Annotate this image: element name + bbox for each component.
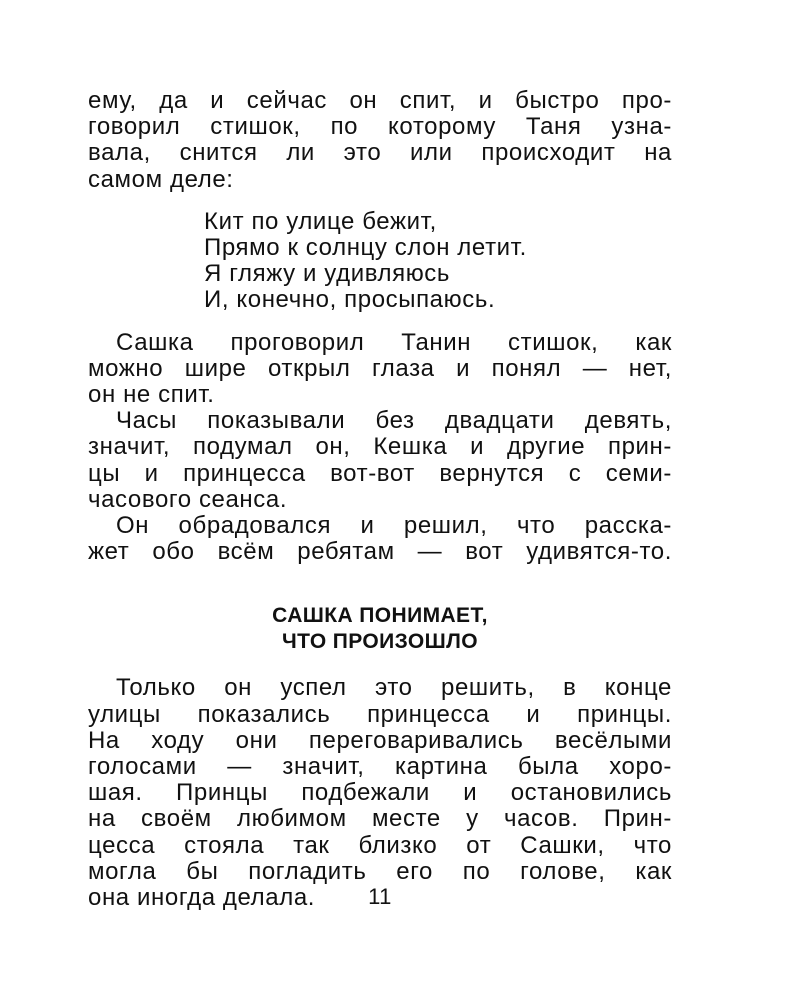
chapter-heading <box>88 603 672 655</box>
text-line: цесса стояла так близко от Сашки, что <box>88 831 672 859</box>
paragraph-4 <box>88 513 672 565</box>
text-line: могла бы погладить его по голове, как <box>88 857 672 885</box>
poem-line: И, конечно, просыпаюсь. <box>204 286 496 314</box>
paragraph-2 <box>88 330 672 409</box>
page-number: 11 <box>368 884 392 909</box>
chapter-heading-line: ЧТО ПРОИЗОШЛО <box>281 630 479 654</box>
text-line: цы и принцесса вот-вот вернутся с семи- <box>88 459 672 487</box>
text-line: улицы показались принцесса и принцы. <box>88 700 672 728</box>
paragraph-3 <box>88 408 672 513</box>
text-line: жет обо всём ребятам — вот удивятся-то. <box>88 538 672 566</box>
text-line: Часы показывали без двадцати девять, <box>116 407 672 435</box>
poem <box>88 209 672 314</box>
text-line: ему, да и сейчас он спит, и быстро про- <box>88 87 672 114</box>
text-line: говорил стишок, по которому Таня узна- <box>88 113 672 141</box>
poem-line: Кит по улице бежит, <box>204 207 437 235</box>
poem-line: Прямо к солнцу слон летит. <box>204 234 527 262</box>
text-line: голосами — значит, картина была хоро- <box>88 753 672 781</box>
poem-line: Я гляжу и удивляюсь <box>204 260 451 288</box>
text-line: она иногда делала. <box>88 884 316 912</box>
text-line: значит, подумал он, Кешка и другие прин- <box>88 433 672 461</box>
text-line: вала, снится ли это или происходит на <box>88 139 672 167</box>
text-line: на своём любимом месте у часов. Прин- <box>88 805 672 833</box>
text-line: самом деле: <box>88 165 234 193</box>
text-line: шая. Принцы подбежали и остановились <box>88 779 672 807</box>
text-line: Он обрадовался и решил, что расска- <box>116 512 672 540</box>
paragraph-1 <box>88 88 672 193</box>
text-line: часового сеанса. <box>88 485 288 513</box>
text-line: он не спит. <box>88 381 215 409</box>
text-line: можно шире открыл глаза и понял — нет, <box>88 354 672 382</box>
chapter-heading-line: САШКА ПОНИМАЕТ, <box>272 604 488 628</box>
text-line: Сашка проговорил Танин стишок, как <box>116 328 672 356</box>
text-line: Только он успел это решить, в конце <box>116 674 672 702</box>
book-page <box>88 88 672 911</box>
text-line: На ходу они переговаривались весёлыми <box>88 726 672 754</box>
paragraph-5 <box>88 675 672 911</box>
